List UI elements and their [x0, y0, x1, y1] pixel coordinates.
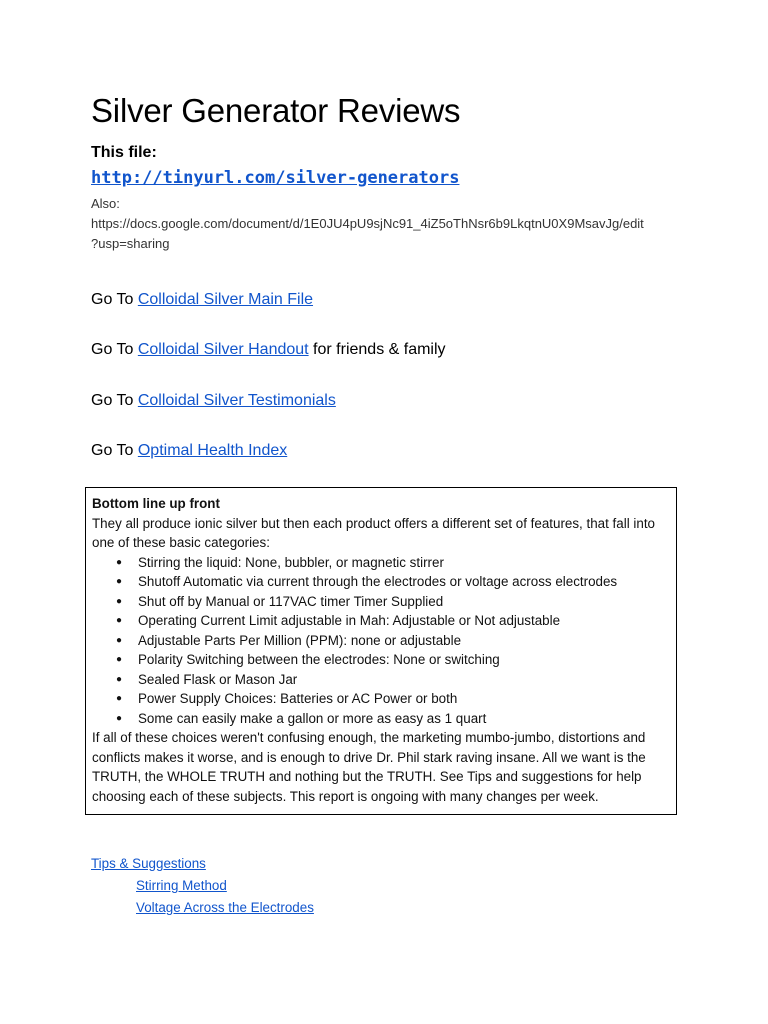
list-item: [116, 553, 668, 573]
summary-intro: They all produce ionic silver but then each product offers a different set of features, that fall into one of these basic categories:: [92, 515, 655, 550]
list-item-text: Polarity Switching between the electrodes: None or switching: [138, 652, 500, 667]
main-file-link[interactable]: Colloidal Silver Main File: [137, 291, 314, 308]
goto-prefix: Go To: [91, 291, 138, 308]
toc-stirring-link[interactable]: Stirring Method: [136, 878, 227, 893]
goto-suffix: for friends & family: [308, 341, 446, 358]
page-title: Silver Generator Reviews: [91, 92, 461, 129]
goto-prefix: Go To: [91, 392, 138, 409]
list-item-text: Shut off by Manual or 117VAC timer Timer Supplied: [138, 593, 444, 609]
goto-prefix: Go To: [91, 442, 138, 459]
list-item: [116, 631, 668, 651]
also-block: [91, 194, 691, 254]
list-item: [116, 709, 668, 729]
bullet-icon: ●: [116, 673, 123, 685]
list-item-text: Shutoff Automatic via current through the electrodes or voltage across electrodes: [138, 574, 618, 589]
category-list: [92, 553, 668, 729]
health-index-link[interactable]: Optimal Health Index: [137, 442, 288, 459]
list-item: [116, 611, 668, 631]
list-item-text: Some can easily make a gallon or more as easy as 1 quart: [138, 710, 487, 726]
goto-health-index: [91, 442, 287, 460]
list-item: [116, 572, 668, 592]
bullet-icon: ●: [116, 576, 123, 587]
list-item-text: Adjustable Parts Per Million (PPM): none or adjustable: [138, 632, 462, 648]
list-item-text: Sealed Flask or Mason Jar: [138, 671, 298, 687]
list-item: [116, 689, 668, 709]
goto-testimonials: [91, 392, 336, 410]
list-item: [116, 650, 668, 670]
bullet-icon: ●: [116, 712, 123, 724]
toc-voltage-link[interactable]: Voltage Across the Electrodes: [136, 900, 314, 915]
bullet-icon: ●: [116, 634, 123, 646]
summary-heading: Bottom line up front: [92, 496, 220, 511]
summary-closing: If all of these choices weren't confusing enough, the marketing mumbo-jumbo, distortions and conflicts makes it worse, and is enough to drive Dr. Phil stark raving insane. All we want is the TRUTH, the WHOLE TRUTH and nothing but the TRUTH. See Tips and suggestions for help choosing each of these subjects. This report is ongoing with many changes per week.: [92, 730, 646, 804]
goto-handout: [91, 341, 446, 359]
list-item: [116, 592, 668, 612]
goto-main-file: [91, 291, 313, 309]
table-of-contents: [91, 853, 314, 919]
bullet-icon: ●: [116, 595, 123, 607]
bullet-icon: ●: [116, 693, 123, 704]
also-label: Also:: [91, 196, 120, 211]
handout-link[interactable]: Colloidal Silver Handout: [137, 341, 309, 358]
bullet-icon: ●: [116, 615, 123, 626]
this-file-label: This file:: [91, 144, 157, 161]
toc-tips-link[interactable]: Tips & Suggestions: [91, 856, 206, 871]
tinyurl-link[interactable]: http://tinyurl.com/silver-generators: [91, 168, 460, 188]
list-item: [116, 670, 668, 690]
summary-box: [85, 487, 677, 815]
bullet-icon: ●: [116, 654, 123, 665]
list-item-text: Stirring the liquid: None, bubbler, or magnetic stirrer: [138, 554, 444, 570]
list-item-text: Operating Current Limit adjustable in Mah: Adjustable or Not adjustable: [138, 613, 561, 628]
bullet-icon: ●: [116, 556, 123, 568]
also-url-line-1[interactable]: https://docs.google.com/document/d/1E0JU4pU9sjNc91_4iZ5oThNsr6b9LkqtnU0X9MsavJg/edit: [91, 216, 644, 231]
list-item-text: Power Supply Choices: Batteries or AC Power or both: [138, 691, 458, 706]
testimonials-link[interactable]: Colloidal Silver Testimonials: [137, 392, 336, 409]
goto-prefix: Go To: [91, 341, 138, 358]
also-url-line-2[interactable]: ?usp=sharing: [91, 236, 170, 251]
